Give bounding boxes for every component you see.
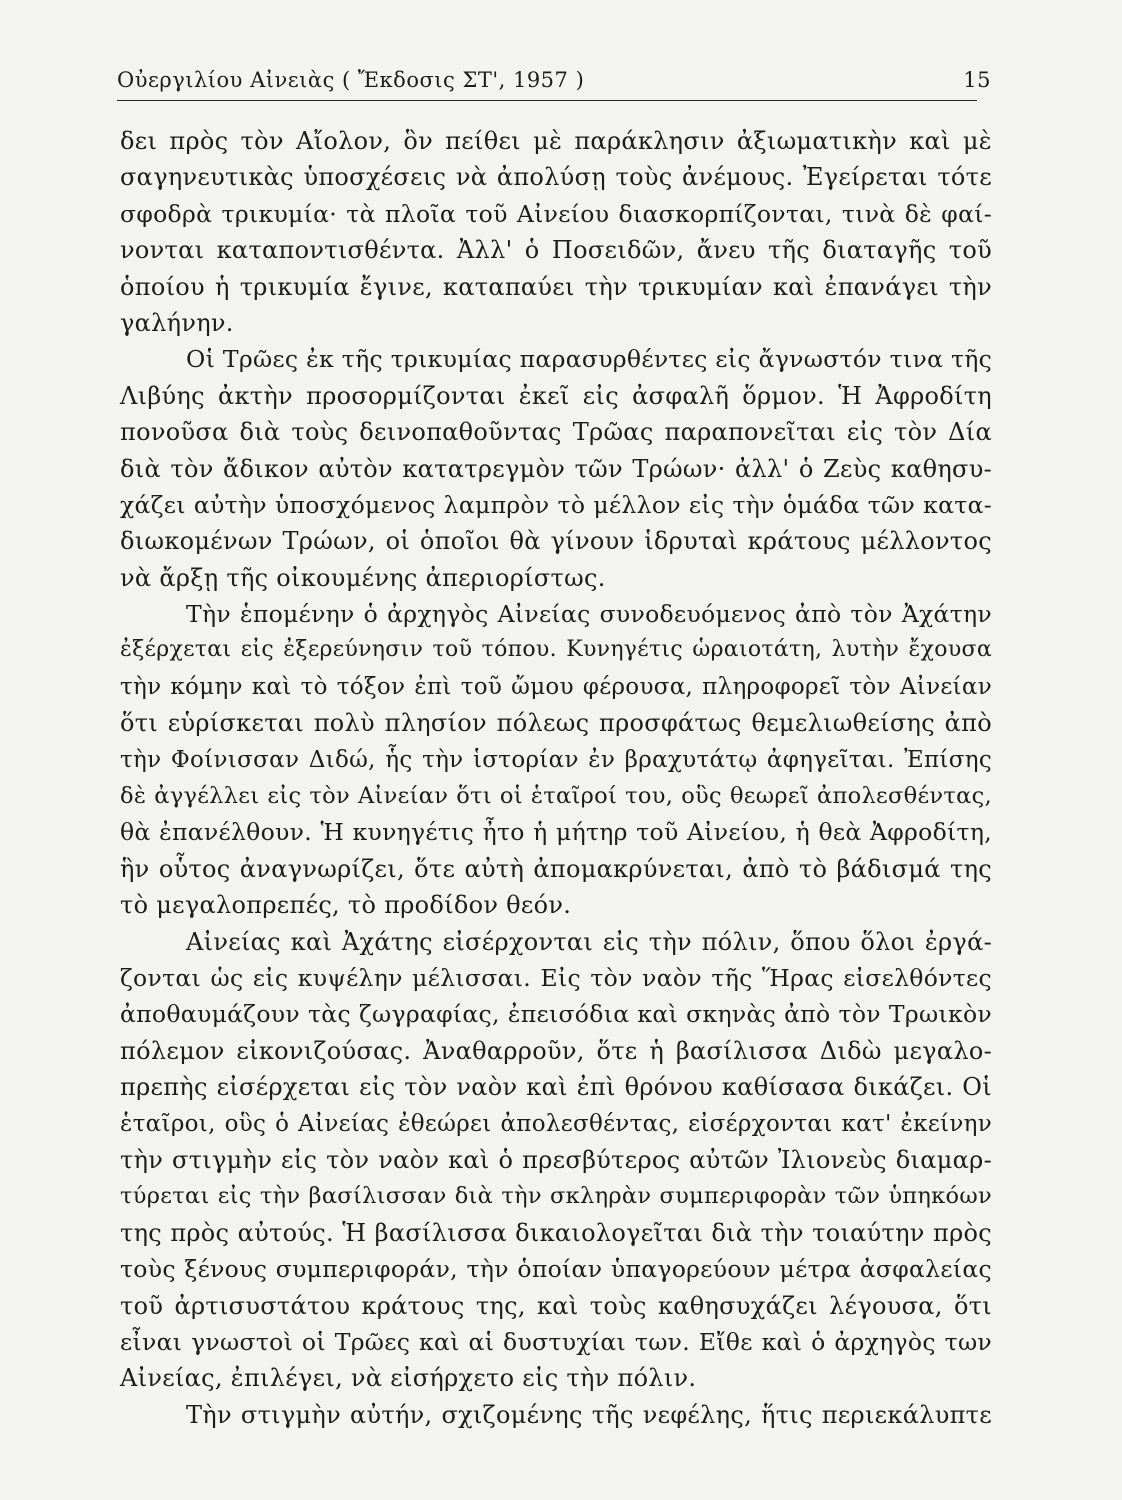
text-line: πονοῦσα διὰ τοὺς δεινοπαθοῦντας Τρῶας παραπονεῖται εἰς τὸν Δία	[120, 418, 992, 447]
text-line: Τὴν ἑπομένην ὁ ἀρχηγὸς Αἰνείας συνοδευόμενος ἀπὸ τὸν Ἀχάτην	[186, 600, 992, 629]
text-line: ζονται ὡς εἰς κυψέλην μέλισσαι. Εἰς τὸν ναὸν τῆς Ἥρας εἰσελθόντες	[120, 963, 992, 992]
text-line: νονται καταποντισθέντα. Ἀλλ' ὁ Ποσειδῶν, ἄνευ τῆς διαταγῆς τοῦ	[120, 236, 992, 265]
text-line: Λιβύης ἀκτὴν προσορμίζονται ἐκεῖ εἰς ἀσφαλῆ ὅρμον. Ἡ Ἀφροδίτη	[120, 381, 992, 410]
text-line: τὴν κόμην καὶ τὸ τόξον ἐπὶ τοῦ ὤμου φέρουσα, πληροφορεῖ τὸν Αἰνείαν	[120, 673, 992, 700]
text-line: τὸ μεγαλοπρεπές, τὸ προδίδον θεόν.	[120, 891, 572, 920]
header-rule	[117, 100, 977, 101]
text-line: σαγηνευτικὰς ὑποσχέσεις νὰ ἀπολύσῃ τοὺς ἀνέμους. Ἐγείρεται τότε	[120, 163, 992, 192]
running-header	[117, 64, 991, 100]
text-line: ἣν οὗτος ἀναγνωρίζει, ὅτε αὐτὴ ἀπομακρύνεται, ἀπὸ τὸ βάδισμά της	[120, 854, 992, 883]
text-line: ἀποθαυμάζουν τὰς ζωγραφίας, ἐπεισόδια καὶ σκηνὰς ἀπὸ τὸν Τρωικὸν	[120, 1000, 992, 1029]
text-line: διὰ τὸν ἄδικον αὐτὸν κατατρεγμὸν τῶν Τρώων· ἀλλ' ὁ Ζεὺς καθησυ-	[120, 454, 992, 483]
text-line: Αἰνείας, ἐπιλέγει, νὰ εἰσήρχετο εἰς τὴν πόλιν.	[120, 1364, 697, 1393]
text-line: σφοδρὰ τρικυμία· τὰ πλοῖα τοῦ Αἰνείου διασκορπίζονται, τινὰ δὲ φαί-	[120, 199, 992, 228]
text-line: διωκομένων Τρώων, οἱ ὁποῖοι θὰ γίνουν ἱδρυταὶ κράτους μέλλοντος	[120, 527, 992, 556]
text-line: ὁποίου ἡ τρικυμία ἔγινε, καταπαύει τὴν τρικυμίαν καὶ ἐπανάγει τὴν	[120, 272, 992, 301]
text-line: τὴν Φοίνισσαν Διδώ, ἧς τὴν ἱστορίαν ἐν βραχυτάτῳ ἀφηγεῖται. Ἐπίσης	[120, 746, 992, 773]
text-line: ὅτι εὑρίσκεται πολὺ πλησίον πόλεως προσφάτως θεμελιωθείσης ἀπὸ	[120, 709, 992, 738]
text-line: νὰ ἄρξῃ τῆς οἰκουμένης ἀπεριορίστως.	[120, 563, 606, 592]
text-line: χάζει αὐτὴν ὑποσχόμενος λαμπρὸν τὸ μέλλον εἰς τὴν ὁμάδα τῶν κατα-	[120, 490, 992, 519]
text-line: πόλεμον εἰκονιζούσας. Ἀναθαρροῦν, ὅτε ἡ βασίλισσα Διδὼ μεγαλο-	[120, 1036, 992, 1065]
text-line: πρεπὴς εἰσέρχεται εἰς τὸν ναὸν καὶ ἐπὶ θρόνου καθίσασα δικάζει. Οἱ	[120, 1073, 992, 1102]
text-line: Οἱ Τρῶες ἐκ τῆς τρικυμίας παρασυρθέντες εἰς ἄγνωστόν τινα τῆς	[186, 345, 993, 374]
text-line: θὰ ἐπανέλθουν. Ἡ κυνηγέτις ἦτο ἡ μήτηρ τοῦ Αἰνείου, ἡ θεὰ Ἀφροδίτη,	[120, 818, 992, 847]
text-line: εἶναι γνωστοὶ οἱ Τρῶες καὶ αἱ δυστυχίαι των. Εἴθε καὶ ὁ ἀρχηγὸς των	[120, 1327, 992, 1356]
text-line: Τὴν στιγμὴν αὐτήν, σχιζομένης τῆς νεφέλης, ἥτις περιεκάλυπτε	[186, 1400, 992, 1429]
text-line: ἑταῖροι, οὓς ὁ Αἰνείας ἐθεώρει ἀπολεσθέντας, εἰσέρχονται κατ' ἐκείνην	[120, 1110, 992, 1137]
text-line: τοὺς ξένους συμπεριφοράν, τὴν ὁποίαν ὑπαγορεύουν μέτρα ἀσφαλείας	[120, 1255, 992, 1284]
body-text	[120, 123, 992, 1433]
text-line: δὲ ἀγγέλλει εἰς τὸν Αἰνείαν ὅτι οἱ ἑταῖροί του, οὓς θεωρεῖ ἀπολεσθέντας,	[120, 783, 992, 810]
text-line: τοῦ ἀρτισυστάτου κράτους της, καὶ τοὺς καθησυχάζει λέγουσα, ὅτι	[120, 1291, 992, 1320]
text-line: της πρὸς αὐτούς. Ἡ βασίλισσα δικαιολογεῖται διὰ τὴν τοιαύτην πρὸς	[120, 1218, 992, 1247]
text-line: τὴν στιγμὴν εἰς τὸν ναὸν καὶ ὁ πρεσβύτερος αὐτῶν Ἰλιονεὺς διαμαρ-	[120, 1145, 992, 1174]
text-line: Αἰνείας καὶ Ἀχάτης εἰσέρχονται εἰς τὴν πόλιν, ὅπου ὅλοι ἐργά-	[186, 927, 992, 956]
text-line: γαλήνην.	[120, 308, 234, 337]
page-number: 15	[963, 68, 991, 92]
text-line: δει πρὸς τὸν Αἴολον, ὃν πείθει μὲ παράκλησιν ἀξιωματικὴν καὶ μὲ	[120, 127, 992, 155]
text-line: ἐξέρχεται εἰς ἐξερεύνησιν τοῦ τόπου. Κυνηγέτις ὡραιοτάτη, λυτὴν ἔχουσα	[120, 637, 992, 663]
header-title: Οὐεργιλίου Αἰνειὰς ( Ἔκδοσις ΣΤ', 1957 )	[117, 68, 585, 92]
text-line: τύρεται εἰς τὴν βασίλισσαν διὰ τὴν σκληρὰν συμπεριφορὰν τῶν ὑπηκόων	[120, 1183, 992, 1210]
